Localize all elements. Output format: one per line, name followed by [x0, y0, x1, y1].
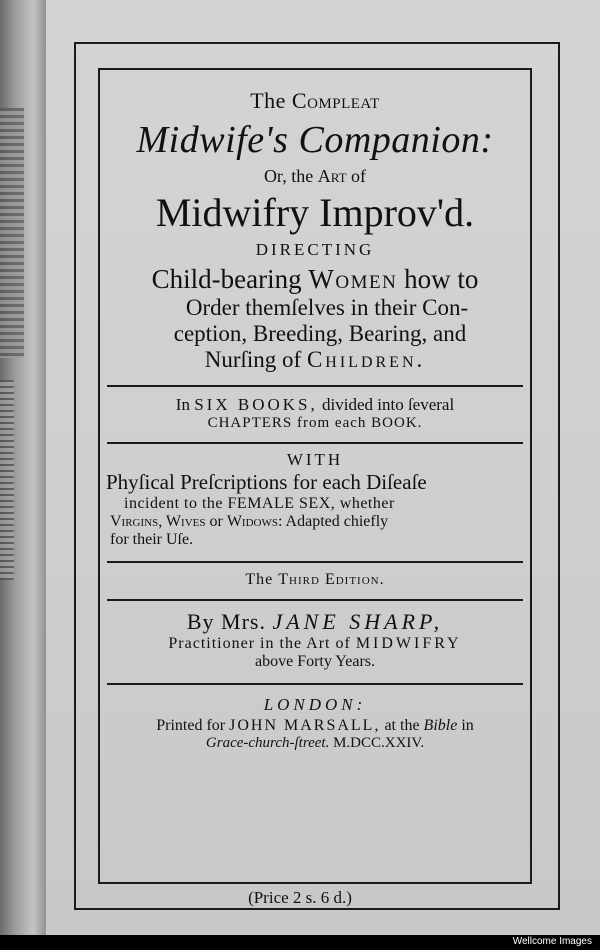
with-line-3: incident to the FEMALE SEX, whether: [124, 495, 395, 512]
book-spine: [0, 0, 48, 935]
rule-5: [107, 683, 523, 685]
rule-2: [107, 442, 523, 444]
author-line-1: By Mrs. JANE SHARP,: [186, 609, 444, 634]
author-line-3: above Forty Years.: [255, 653, 375, 670]
with-line-5: for their Uſe.: [110, 531, 194, 548]
title-line-5: DIRECTING: [255, 240, 375, 259]
title-line-9: Nurſing of Children.: [204, 347, 426, 372]
credit-text: Wellcome Images: [512, 936, 592, 947]
title-line-4: Midwifry Improv'd.: [155, 190, 475, 235]
title-line-2: Midwife's Companion:: [136, 119, 494, 161]
rule-3: [107, 561, 523, 563]
author-line-2: Practitioner in the Art of MIDWIFRY: [168, 635, 462, 652]
adjacent-page-edge: [0, 108, 24, 358]
title-line-7: Order themſelves in their Con-: [185, 295, 469, 320]
title-page-content: [100, 70, 530, 752]
title-line-1: The Compleat: [250, 88, 380, 113]
books-line-1: In SIX BOOKS, divided into ſeveral: [175, 395, 455, 414]
credit-bar: [0, 935, 600, 950]
rule-1: [107, 385, 523, 387]
books-line-2: CHAPTERS from each BOOK.: [207, 415, 423, 431]
title-line-3: Or, the Art of: [263, 166, 367, 186]
edition-line: The Third Edition.: [245, 571, 385, 588]
title-line-8: ception, Breeding, Bearing, and: [173, 321, 467, 346]
imprint-line-1: LONDON:: [263, 695, 367, 714]
imprint-line-2: Printed for JOHN MARSALL, at the Bible in: [156, 717, 474, 734]
rule-4: [107, 599, 523, 601]
title-line-6: Child-bearing Women how to: [151, 264, 479, 294]
with-line-4: Virgins, Wives or Widows: Adapted chiefly: [110, 513, 389, 530]
imprint-line-3: Grace-church-ſtreet. M.DCC.XXIV.: [205, 735, 425, 751]
with-line-2: Phyſical Preſcriptions for each Diſeaſe: [106, 470, 427, 494]
price-line: (Price 2 s. 6 d.): [248, 888, 352, 907]
with-heading: WITH: [286, 450, 344, 469]
adjacent-page-edge-lower: [0, 380, 14, 580]
